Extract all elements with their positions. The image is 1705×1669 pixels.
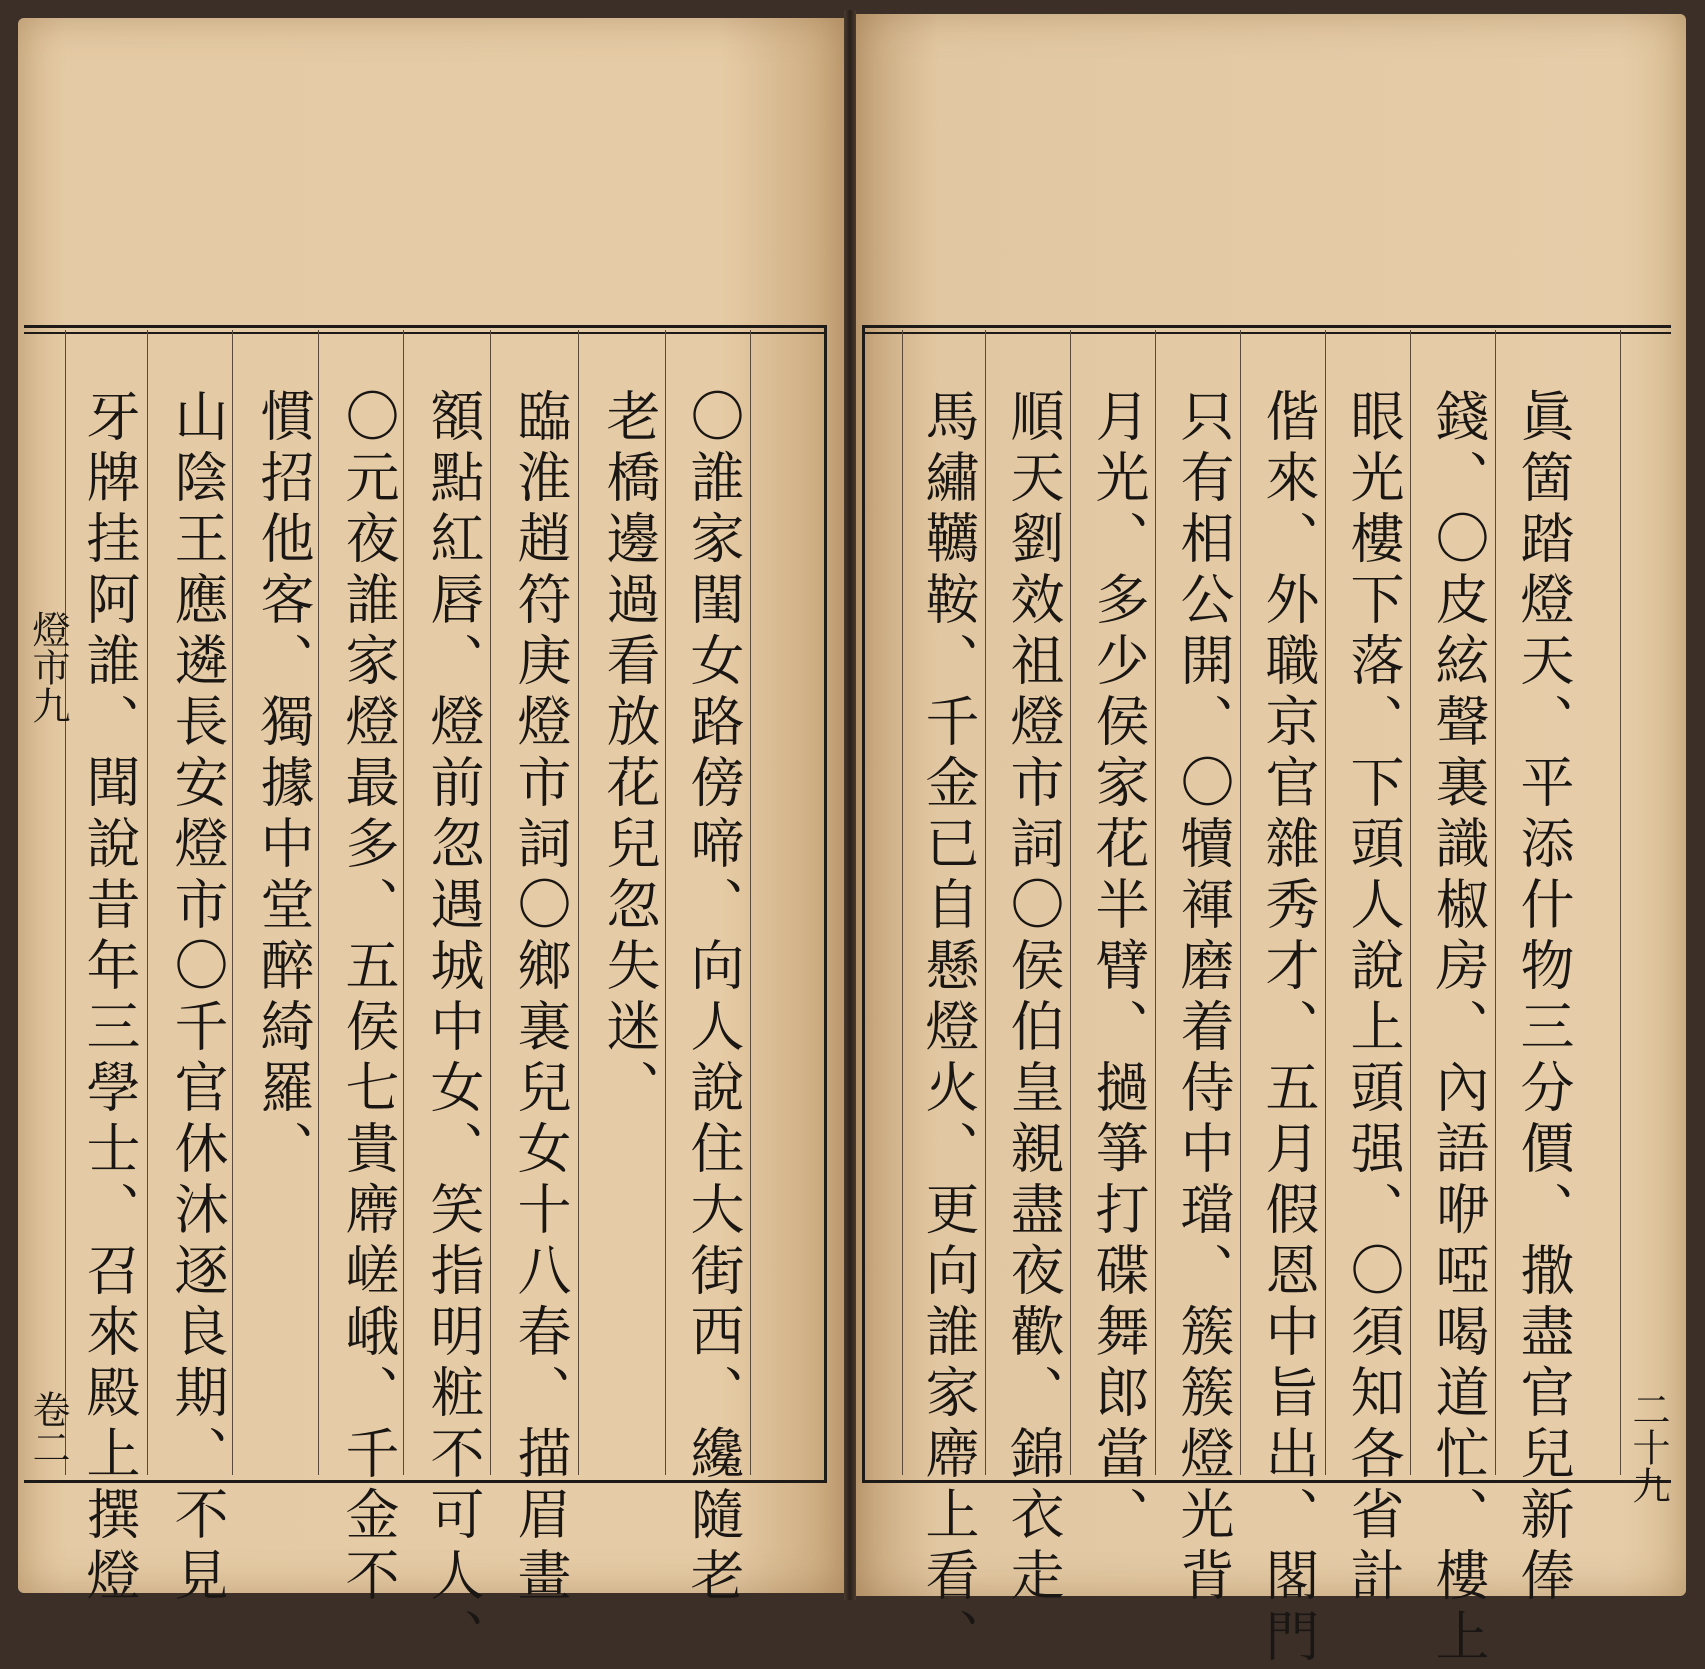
column-rule [1620, 330, 1621, 1475]
column-rule [232, 330, 233, 1475]
column-rule [1240, 330, 1241, 1475]
text-column: 月光、多少侯家花半臂、撾箏打碟舞郎當、 [1087, 388, 1150, 1547]
column-rule [1155, 330, 1156, 1475]
text-column: 〇元夜誰家燈最多、五侯七貴廗嵯峨、千金不 [337, 388, 400, 1608]
text-column: 眼光樓下落、下頭人說上頭强、〇須知各省計 [1342, 388, 1405, 1608]
column-rule [318, 330, 319, 1475]
text-column: 眞箇踏燈天、平添什物三分價、撒盡官兒新俸 [1512, 388, 1575, 1608]
column-rule [1410, 330, 1411, 1475]
text-column: 〇誰家閨女路傍啼、向人說住大街西、纔隨老 [682, 388, 745, 1608]
text-column: 馬繡韉鞍、千金已自懸燈火、更向誰家廗上看、 [917, 388, 980, 1669]
column-rule [665, 330, 666, 1475]
margin-volume: 卷二 [26, 1390, 70, 1466]
column-rule [750, 330, 751, 1475]
folio-number: 二十九 [1626, 1390, 1670, 1504]
column-rule [490, 330, 491, 1475]
column-rule [1070, 330, 1071, 1475]
column-rule [985, 330, 986, 1475]
text-column: 牙牌挂阿誰、聞說昔年三學士、召來殿上撰燈 [78, 388, 141, 1608]
book-spine [844, 10, 856, 1600]
column-rule [147, 330, 148, 1475]
column-rule [902, 330, 903, 1475]
text-column: 慣招他客、獨據中堂醉綺羅、 [252, 388, 315, 1181]
text-column: 老橋邊過看放花兒忽失迷、 [598, 388, 661, 1120]
text-column: 順天劉效祖燈市詞〇侯伯皇親盡夜歡、錦衣走 [1002, 388, 1065, 1608]
text-column: 山陰王應遴長安燈市〇千官休沐逐良期、不見 [166, 388, 229, 1608]
column-rule [65, 330, 66, 1475]
column-rule [1325, 330, 1326, 1475]
text-column: 臨淮趙符庚燈市詞〇鄉裏兒女十八春、描眉畫 [509, 388, 572, 1608]
column-rule [1495, 330, 1496, 1475]
text-column: 額點紅唇、燈前忽遇城中女、笑指明粧不可人、 [422, 388, 485, 1669]
margin-title: 燈市九 [26, 610, 70, 724]
text-column: 錢、〇皮絃聲裏識椒房、內語咿啞喝道忙、樓上 [1427, 388, 1490, 1669]
column-rule [578, 330, 579, 1475]
text-column: 只有相公開、〇犢褌磨着侍中璫、簇簇燈光背 [1172, 388, 1235, 1608]
text-column: 偕來、外職京官雜秀才、五月假恩中旨出、閣門 [1257, 388, 1320, 1669]
column-rule [403, 330, 404, 1475]
